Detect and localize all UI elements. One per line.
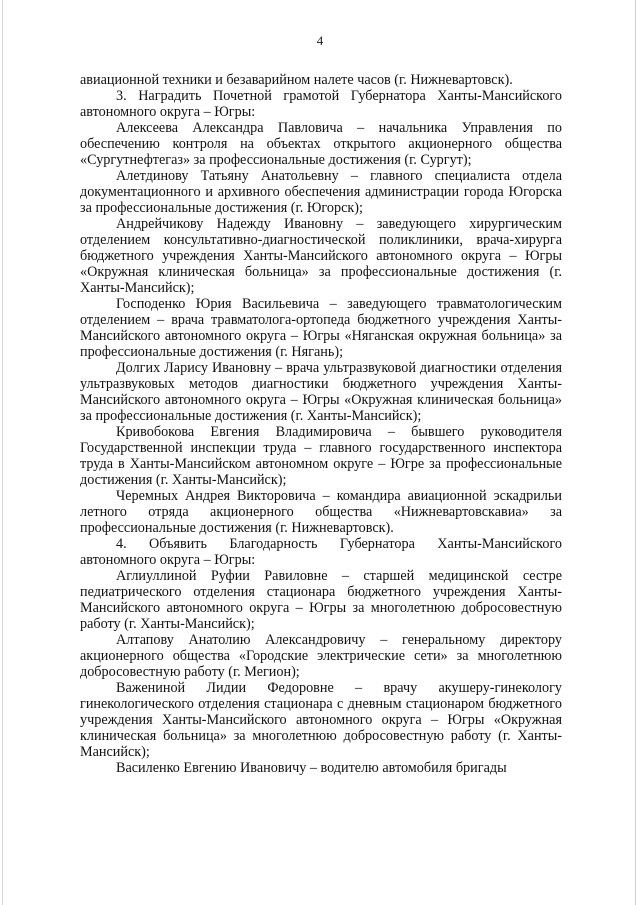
paragraph-award-krivobokov: Кривобокова Евгения Владимировича – бывшего руководителя Государственной инспекции труда – главного государственного инспектора труда в Ханты-Мансийском автономном округе – Югре за профессиональные достижения (г. Ханты-Мансийск); (80, 424, 562, 488)
paragraph-section-4-heading: 4. Объявить Благодарность Губернатора Ханты-Мансийского автономного округа – Югры: (80, 536, 562, 568)
document-body (80, 72, 562, 776)
paragraph-thanks-agliullina: Аглиуллиной Руфии Равиловне – старшей медицинской сестре педиатрического отделения стационара бюджетного учреждения Ханты-Мансийского автономного округа – Югры за многолетнюю добросовестную работу (г. Ханты-Мансийск); (80, 568, 562, 632)
paragraph-thanks-vazhenina: Важениной Лидии Федоровне – врачу акушеру-гинекологу гинекологического отделения стационара с дневным стационаром бюджетного учреждения Ханты-Мансийского автономного округа – Югры «Окружная клиническая больница» за многолетнюю добросовестную работу (г. Ханты-Мансийск); (80, 680, 562, 760)
paragraph-award-dolgikh: Долгих Ларису Ивановну – врача ультразвуковой диагностики отделения ультразвуковых методов диагностики бюджетного учреждения Ханты-Мансийского автономного округа – Югры «Окружная клиническая больница» за профессиональные достижения (г. Ханты-Мансийск); (80, 360, 562, 424)
paragraph-award-alekseev: Алексеева Александра Павловича – начальника Управления по обеспечению контроля на объектах открытого акционерного общества «Сургутнефтегаз» за профессиональные достижения (г. Сургут); (80, 120, 562, 168)
paragraph-award-andreychikova: Андрейчикову Надежду Ивановну – заведующего хирургическим отделением консультативно-диагностической поликлиники, врача-хирурга бюджетного учреждения Ханты-Мансийского автономного округа – Югры «Окружная клиническая больница» за профессиональные достижения (г. Ханты-Мансийск); (80, 216, 562, 296)
scan-edge-left (2, 0, 3, 905)
paragraph-award-cheremnykh: Черемных Андрея Викторовича – командира авиационной эскадрильи летного отряда акционерного общества «Нижневартовскавиа» за профессиональные достижения (г. Нижневартовск). (80, 488, 562, 536)
paragraph-award-gospodenko: Господенко Юрия Васильевича – заведующего травматологическим отделением – врача травматолога-ортопеда бюджетного учреждения Ханты-Мансийского автономного округа – Югры «Няганская окружная больница» за профессиональные достижения (г. Нягань); (80, 296, 562, 360)
paragraph-award-aletdinova: Алетдинову Татьяну Анатольевну – главного специалиста отдела документационного и архивного обеспечения администрации города Югорска за профессиональные достижения (г. Югорск); (80, 168, 562, 216)
scan-edge-right (635, 0, 636, 905)
paragraph-continuation: авиационной техники и безаварийном налете часов (г. Нижневартовск). (80, 72, 513, 88)
paragraph-thanks-altapov: Алтапову Анатолию Александровичу – генеральному директору акционерного общества «Городские электрические сети» за многолетнюю добросовестную работу (г. Мегион); (80, 632, 562, 680)
paragraph-section-3-heading: 3. Наградить Почетной грамотой Губернатора Ханты-Мансийского автономного округа – Югры: (80, 88, 562, 120)
paragraph-thanks-vasilenko: Василенко Евгению Ивановичу – водителю автомобиля бригады (116, 760, 507, 776)
page-number: 4 (316, 33, 324, 48)
